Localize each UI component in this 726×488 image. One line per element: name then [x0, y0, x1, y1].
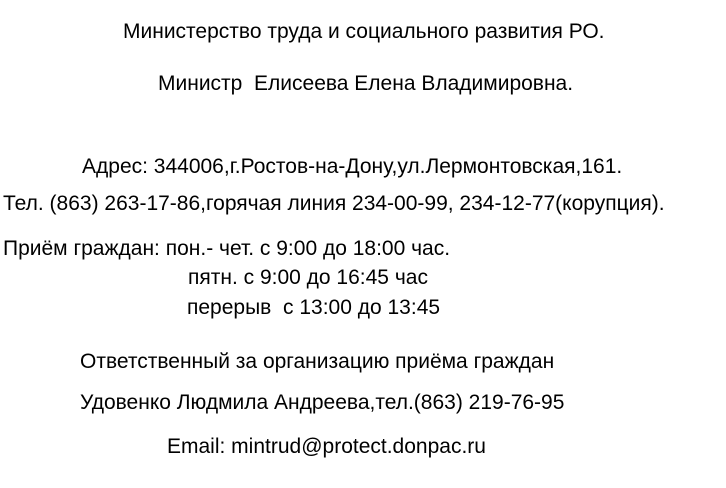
- reception-break-line: перерыв с 13:00 до 13:45: [187, 296, 441, 319]
- minister-name-line: Министр Елисеева Елена Владимировна.: [158, 72, 574, 95]
- address-line: Адрес: 344006,г.Ростов-на-Дону,ул.Лермонтовская,161.: [82, 155, 623, 178]
- ministry-name-line: Министерство труда и социального развития РО.: [123, 20, 605, 43]
- reception-hours-weekdays-line: Приём граждан: пон.- чет. с 9:00 до 18:00 час.: [3, 237, 451, 260]
- phone-numbers-line: Тел. (863) 263-17-86,горячая линия 234-00-99, 234-12-77(корупция).: [3, 192, 665, 215]
- reception-hours-friday-line: пятн. с 9:00 до 16:45 час: [188, 266, 428, 289]
- email-line: Email: mintrud@protect.donpac.ru: [167, 435, 486, 458]
- reception-responsible-heading-line: Ответственный за организацию приёма граждан: [80, 350, 555, 373]
- reception-responsible-contact-line: Удовенко Людмила Андреева,тел.(863) 219-76-95: [80, 391, 565, 414]
